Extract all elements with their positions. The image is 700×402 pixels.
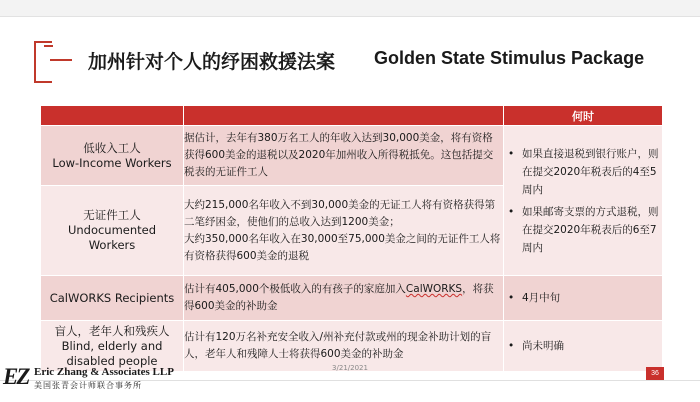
when-cell-merged — [504, 126, 663, 276]
when-bullet: • 尚未明确 — [504, 337, 662, 355]
when-bullet: • 4月中旬 — [504, 289, 662, 307]
description-cell — [184, 186, 504, 276]
when-bullet-bank: • 如果直接退税到银行账户，则在提交2020年税表后的4至5周内 — [504, 145, 662, 199]
description-line: 大约215,000名年收入不到30,000美金的无证工人将有资格获得第二笔纾困金，使他们的总收入达到1200美金； — [184, 198, 496, 228]
window-top-bar — [0, 0, 700, 17]
slide-title-english: Golden State Stimulus Package — [374, 48, 645, 68]
page-number-badge: 36 — [646, 367, 664, 380]
when-bullet-list — [504, 337, 662, 355]
category-label-en-line2: disabled people — [66, 353, 158, 368]
category-cell — [41, 126, 184, 186]
company-name-cn: 美国张青会计师联合事务所 — [34, 381, 142, 390]
header-description — [184, 106, 504, 126]
category-label-en: Blind, elderly and — [61, 338, 163, 353]
stimulus-table — [40, 105, 663, 372]
slide — [0, 17, 700, 402]
slide-date: 3/21/2021 — [332, 364, 368, 372]
calworks-highlight: CalWORKS — [405, 283, 463, 295]
slide-title-chinese: 加州针对个人的纾困救援法案 — [88, 51, 336, 73]
when-bullet-list — [504, 145, 662, 257]
when-cell — [504, 276, 663, 321]
category-label-en: Low-Income Workers — [52, 155, 172, 170]
table-header-row — [41, 106, 663, 126]
description-cell: 据估计，去年有380万名工人的年收入达到30,000美金，将有资格获得600美金的退税以及2020年加州收入所得税抵免。这包括提交税表的无证件工人 — [184, 126, 504, 186]
header-when: 何时 — [504, 106, 663, 126]
category-label-cn: 低收入工人 — [83, 140, 141, 155]
when-bullet-list — [504, 289, 662, 307]
description-text-end: ，将获得600美金的补助金 — [184, 283, 494, 312]
table-row-low-income — [41, 126, 663, 186]
category-label-cn: 盲人，老年人和残疾人 — [54, 323, 170, 338]
description-text: 估计有405,000个极低收入的有孩子的家庭加入 — [184, 283, 406, 295]
header-category — [41, 106, 184, 126]
category-cell — [41, 276, 184, 321]
title-bracket-line — [50, 59, 72, 61]
category-label-en-line2: Workers — [88, 238, 136, 252]
description-cell — [184, 276, 504, 321]
title-bracket-decoration — [34, 41, 52, 83]
company-logo: EZ — [3, 364, 29, 389]
table-row-calworks — [41, 276, 663, 321]
when-bullet-mail: • 如果邮寄支票的方式退税，则在提交2020年税表后的6至7周内 — [504, 203, 662, 257]
description-line: 大约350,000名年收入在30,000至75,000美金之间的无证件工人将有资格获得600美金的退税 — [184, 232, 501, 262]
category-label-en: CalWORKS Recipients — [49, 290, 175, 305]
company-name: Eric Zhang & Associates LLP — [34, 366, 174, 378]
category-label-en: Undocumented — [67, 223, 157, 237]
title-bracket-mark — [44, 45, 53, 47]
description-cell: 估计有120万名补充安全收入/州补充付款或州的现金补助计划的盲人，老年人和残障人士将获得600美金的补助金 — [184, 321, 504, 372]
category-cell — [41, 186, 184, 276]
category-label-cn: 无证件工人 — [83, 208, 141, 222]
